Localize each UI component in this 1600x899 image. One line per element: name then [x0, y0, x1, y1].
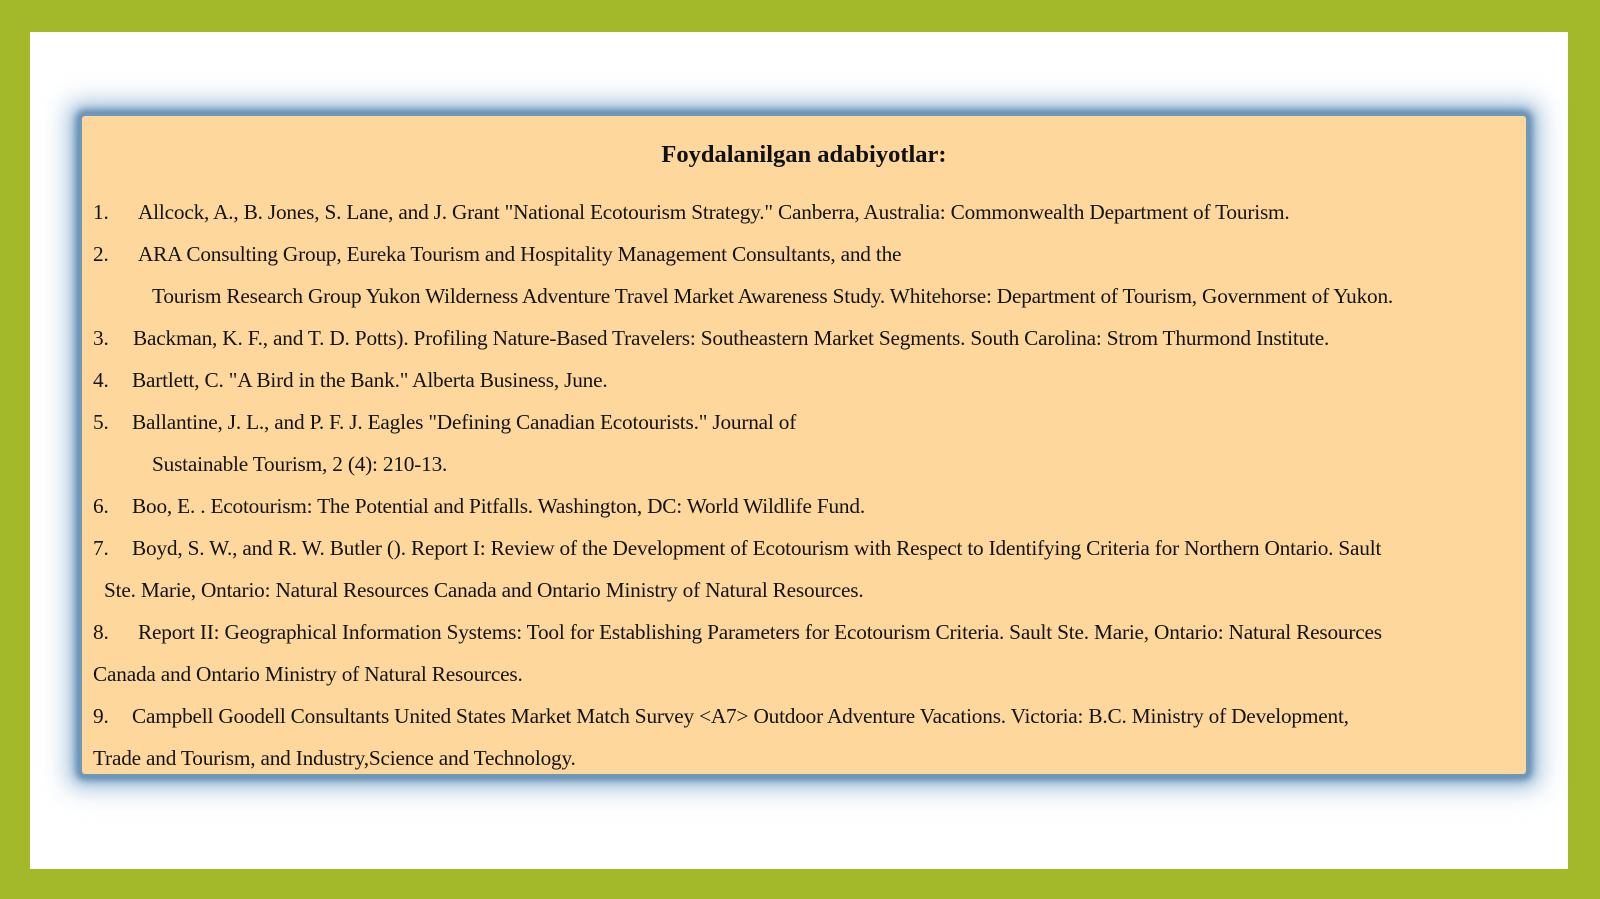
reference-2-number: 2. — [93, 242, 109, 266]
reference-6-text: Boo, E. . Ecotourism: The Potential and Pitfalls. Washington, DC: World Wildlife Fund. — [132, 494, 865, 518]
reference-7-continuation: Ste. Marie, Ontario: Natural Resources Canada and Ontario Ministry of Natural Resources. — [104, 578, 864, 602]
reference-8 — [93, 618, 1382, 646]
references-panel — [82, 116, 1526, 774]
reference-9-continuation: Trade and Tourism, and Industry,Science and Technology. — [93, 746, 576, 770]
reference-1 — [93, 198, 1290, 226]
reference-2-continuation: Tourism Research Group Yukon Wilderness Adventure Travel Market Awareness Study. Whitehorse: Department of Tourism, Government of Yukon. — [152, 284, 1394, 308]
reference-9-text: Campbell Goodell Consultants United States Market Match Survey <A7> Outdoor Adventure Vacations. Victoria: B.C. Ministry of Development, — [132, 704, 1349, 728]
reference-9-number: 9. — [93, 704, 109, 728]
reference-7-number: 7. — [93, 536, 109, 560]
references-heading: Foydalanilgan adabiyotlar: — [661, 141, 947, 168]
reference-7 — [93, 534, 1381, 562]
reference-2 — [93, 240, 901, 268]
reference-7-text: Boyd, S. W., and R. W. Butler (). Report I: Review of the Development of Ecotourism with Respect to Identifying Criteria for Northern Ontario. Sault — [132, 536, 1382, 560]
reference-1-text: Allcock, A., B. Jones, S. Lane, and J. Grant "National Ecotourism Strategy." Canberra, Australia: Commonwealth Department of Tourism. — [138, 200, 1290, 224]
reference-5-continuation: Sustainable Tourism, 2 (4): 210-13. — [152, 452, 448, 476]
reference-2-text: ARA Consulting Group, Eureka Tourism and Hospitality Management Consultants, and the — [138, 242, 902, 266]
reference-6-number: 6. — [93, 494, 109, 518]
reference-4-text: Bartlett, C. "A Bird in the Bank." Alberta Business, June. — [132, 368, 608, 392]
reference-8-continuation: Canada and Ontario Ministry of Natural Resources. — [93, 662, 523, 686]
reference-3 — [93, 324, 1329, 352]
reference-3-number: 3. — [93, 326, 109, 350]
reference-5-number: 5. — [93, 410, 109, 434]
slide — [30, 32, 1568, 869]
reference-1-number: 1. — [93, 200, 109, 224]
reference-6 — [93, 492, 865, 520]
reference-8-text: Report II: Geographical Information Systems: Tool for Establishing Parameters for Ecotourism Criteria. Sault Ste. Marie, Ontario: Natural Resources — [138, 620, 1382, 644]
reference-4 — [93, 366, 607, 394]
reference-8-number: 8. — [93, 620, 109, 644]
reference-5 — [93, 408, 796, 436]
reference-3-text: Backman, K. F., and T. D. Potts). Profiling Nature-Based Travelers: Southeastern Market Segments. South Carolina: Strom Thurmond Institute. — [133, 326, 1330, 350]
reference-5-text: Ballantine, J. L., and P. F. J. Eagles "Defining Canadian Ecotourists." Journal of — [132, 410, 797, 434]
reference-9 — [93, 702, 1349, 730]
reference-4-number: 4. — [93, 368, 109, 392]
